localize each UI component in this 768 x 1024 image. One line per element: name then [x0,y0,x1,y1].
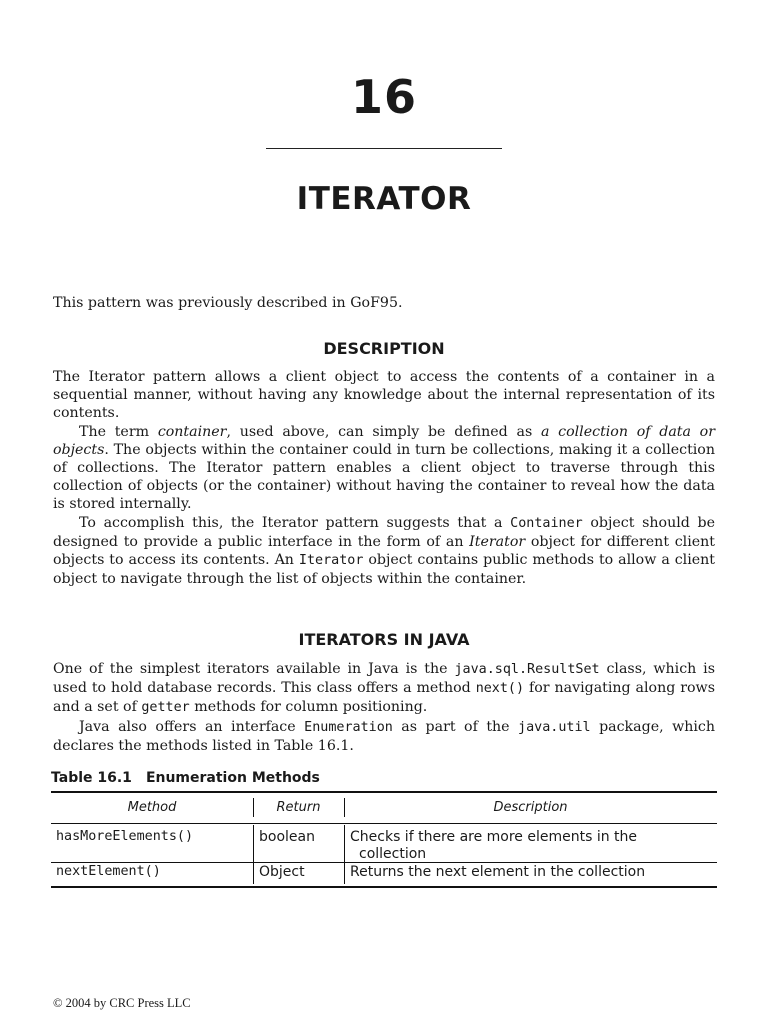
iterators-in-java-heading: ITERATORS IN JAVA [298,630,470,649]
enumeration-methods-table [51,791,717,889]
chapter-divider [266,148,502,149]
description-paragraph-1: The Iterator pattern allows a client object to access the contents of a container in a sequential manner, without having any knowledge about the internal representation of its contents. [53,369,715,422]
description-body [53,368,715,588]
text-run: class, which is used to hold database records. This class offers a method [53,661,716,697]
table-top-rule [51,791,717,793]
description-paragraph-3 [53,514,715,589]
description-paragraph-2 [53,423,715,514]
text-run: object should be designed to provide a public interface in the form of an [53,514,715,550]
iterators-in-java-body [53,660,715,755]
copyright-footer: © 2004 by CRC Press LLC [53,996,191,1010]
column-divider [253,825,254,884]
text-run: object for different client objects to access its contents. An [53,533,715,569]
table-header-return: Return [276,800,321,815]
code-enumeration: Enumeration [304,719,393,735]
text-run: . The objects within the container could in turn be collections, making it a collection of collections. The Iterator pattern enables a client object to traverse through this collection of objects (or the container) without having the container to reveal how the data is stored internally. [53,441,715,513]
description-heading: DESCRIPTION [323,339,445,358]
code-next: next() [475,681,525,697]
table-cell-method: hasMoreElements() [56,829,194,844]
text-run: as part of the [392,718,519,735]
text-run: for navigating along rows and a set of [53,680,715,716]
java-paragraph-2 [53,718,715,755]
text-run: To accomplish this, the Iterator pattern suggests that a [79,514,511,531]
table-cell-return: Object [259,864,305,880]
text-run: object contains public methods to allow a client object to navigate through the list of objects within the container. [53,552,715,588]
table-bottom-rule [51,886,717,888]
table-header-description: Description [493,800,568,815]
intro-text: This pattern was previously described in GoF95. [53,295,403,311]
code-resultset: java.sql.ResultSet [454,662,600,677]
emphasis-collection: a collection of data or objects [53,423,716,458]
text-run: methods for column positioning. [189,699,428,716]
text-run: One of the simplest iterators available in Java is the [53,661,455,677]
table-header-rule [51,823,717,824]
table-row-divider [51,862,717,863]
table-title: Enumeration Methods [145,770,320,786]
column-divider [344,825,345,884]
code-container: Container [510,515,583,531]
table-caption [51,770,320,786]
table-cell-return: boolean [259,829,315,845]
code-iterator: Iterator [298,553,364,569]
emphasis-container: container [157,423,227,440]
code-getter: getter [141,700,190,716]
emphasis-iterator: Iterator [469,533,526,550]
table-header-method: Method [127,800,177,815]
table-cell-method: nextElement() [56,864,161,879]
code-java-util: java.util [518,719,591,735]
chapter-number: 16 [350,70,417,124]
table-cell-description-cont: collection [359,846,427,862]
text-run: , used above, can simply be defined as [226,423,541,440]
text-run: Java also offers an interface [79,718,305,735]
table-label: Table 16.1 [51,770,132,786]
table-cell-description: Returns the next element in the collection [350,864,646,880]
text-run: package, which declares the methods listed in Table 16.1. [53,718,715,754]
table-cell-description: Checks if there are more elements in the [350,829,638,845]
chapter-title: ITERATOR [296,181,472,217]
intro-paragraph [53,294,715,312]
text-run: The term [79,423,158,440]
java-paragraph-1 [53,660,715,718]
